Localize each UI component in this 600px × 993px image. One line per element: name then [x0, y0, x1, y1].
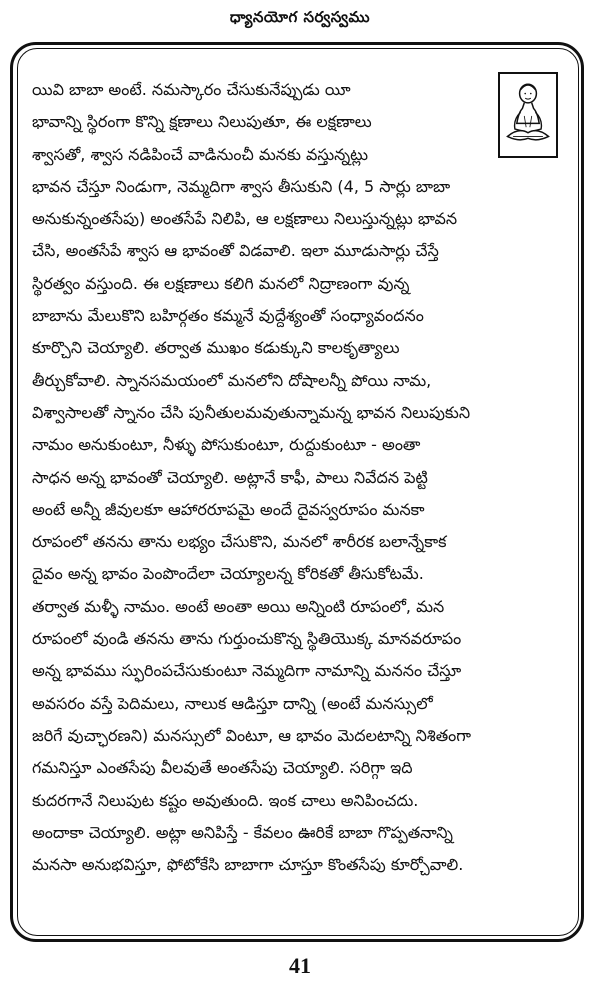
body-line: అంటే అన్నీ జీవులకూ ఆహారరూపమై అందే దైవస్వరూపం మనకా	[32, 499, 425, 519]
body-line: అవసరం వస్తే పెదిమలు, నాలుక ఆడిస్తూ దాన్ని (అంటే మనస్సులో	[32, 693, 433, 713]
body-line: అన్న భావము స్ఫురింపచేసుకుంటూ నెమ్మదిగా నామాన్ని మననం చేస్తూ	[32, 661, 462, 681]
body-line: మనసా అనుభవిస్తూ, ఫోటోకేసి బాబాగా చూస్తూ కొంతసేపు కూర్చోవాలి.	[32, 855, 464, 875]
body-line: నామం అనుకుంటూ, నీళ్ళు పోసుకుంటూ, రుద్దుకుంటూ - అంతా	[32, 435, 421, 455]
body-line: భావన చేస్తూ నిండుగా, నెమ్మదిగా శ్వాస తీసుకుని (4, 5 సార్లు బాబా	[32, 176, 451, 196]
book-title-header: ధ్యానయోగ సర్వస్వము	[229, 8, 371, 26]
body-line: రూపంలో తనను తాను లభ్యం చేసుకొని, మనలో శారీరక బలాన్నేకాక	[32, 532, 447, 552]
body-line: తర్వాత మళ్ళీ నామం. అంటే అంతా అయి అన్నింటి రూపంలో, మన	[32, 596, 445, 616]
page-number: 41	[289, 953, 311, 978]
body-line: జరిగే వుచ్ఛారణని) మనస్సులో వింటూ, ఆ భావం మెదలటాన్ని నిశితంగా	[32, 725, 472, 745]
body-line: యివి బాబా అంటే. నమస్కారం చేసుకునేప్పుడు యీ	[32, 80, 351, 99]
body-line: బాబాను మేలుకొని బహిర్గతం కమ్మనే వుద్దేశ్యంతో సంధ్యావందనం	[32, 306, 424, 326]
body-line: చేసి, అంతసేపే శ్వాస ఆ భావంతో విడవాలి. ఇలా మూడుసార్లు చేస్తే	[32, 241, 439, 261]
body-line: అందాకా చెయ్యాలి. అట్లా అనిపిస్తే - కేవలం ఊరికే బాబా గొప్పతనాన్ని	[32, 822, 453, 842]
body-line: దైవం అన్న భావం పెంపొందేలా చెయ్యాలన్న కోరికతో తీసుకోటమే.	[32, 564, 424, 584]
body-line: శ్వాసతో, శ్వాస నడిపించే వాడినుంచీ మనకు వస్తున్నట్లు	[32, 144, 369, 164]
body-line: గమనిస్తూ ఎంతసేపు వీలవుతే అంతసేపు చెయ్యాలి. సరిగ్గా ఇది	[32, 758, 413, 778]
body-line: అనుకున్నంతసేపు) అంతసేపే నిలిపి, ఆ లక్షణాలు నిలుస్తున్నట్లు భావన	[32, 209, 458, 229]
page-body-text	[32, 74, 572, 881]
body-line: రూపంలో వుండి తనను తాను గుర్తుంచుకొన్న స్థితియొక్క మానవరూపం	[32, 629, 462, 649]
body-line: తీర్చుకోవాలి. స్నానసమయంలో మనలోని దోషాలన్నీ పోయి నామ,	[32, 370, 432, 390]
body-line: విశ్వాసాలతో స్నానం చేసి పునీతులమవుతున్నామన్న భావన నిలుపుకుని	[32, 402, 471, 422]
body-line: స్థిరత్వం వస్తుంది. ఈ లక్షణాలు కలిగి మనలో నిద్రాణంగా వున్న	[32, 273, 410, 293]
body-line: కుదరగానే నిలుపుట కష్టం అవుతుంది. ఇంక చాలు అనిపించదు.	[32, 790, 419, 810]
body-line: సాధన అన్న భావంతో చెయ్యాలి. అట్లానే కాఫీ, పాలు నివేదన పెట్టి	[32, 467, 428, 487]
body-line: కూర్చొని చెయ్యాలి. తర్వాత ముఖం కడుక్కుని కాలకృత్యాలు	[32, 338, 400, 358]
body-line: భావాన్ని స్థిరంగా కొన్ని క్షణాలు నిలుపుతూ, ఈ లక్షణాలు	[32, 112, 372, 132]
